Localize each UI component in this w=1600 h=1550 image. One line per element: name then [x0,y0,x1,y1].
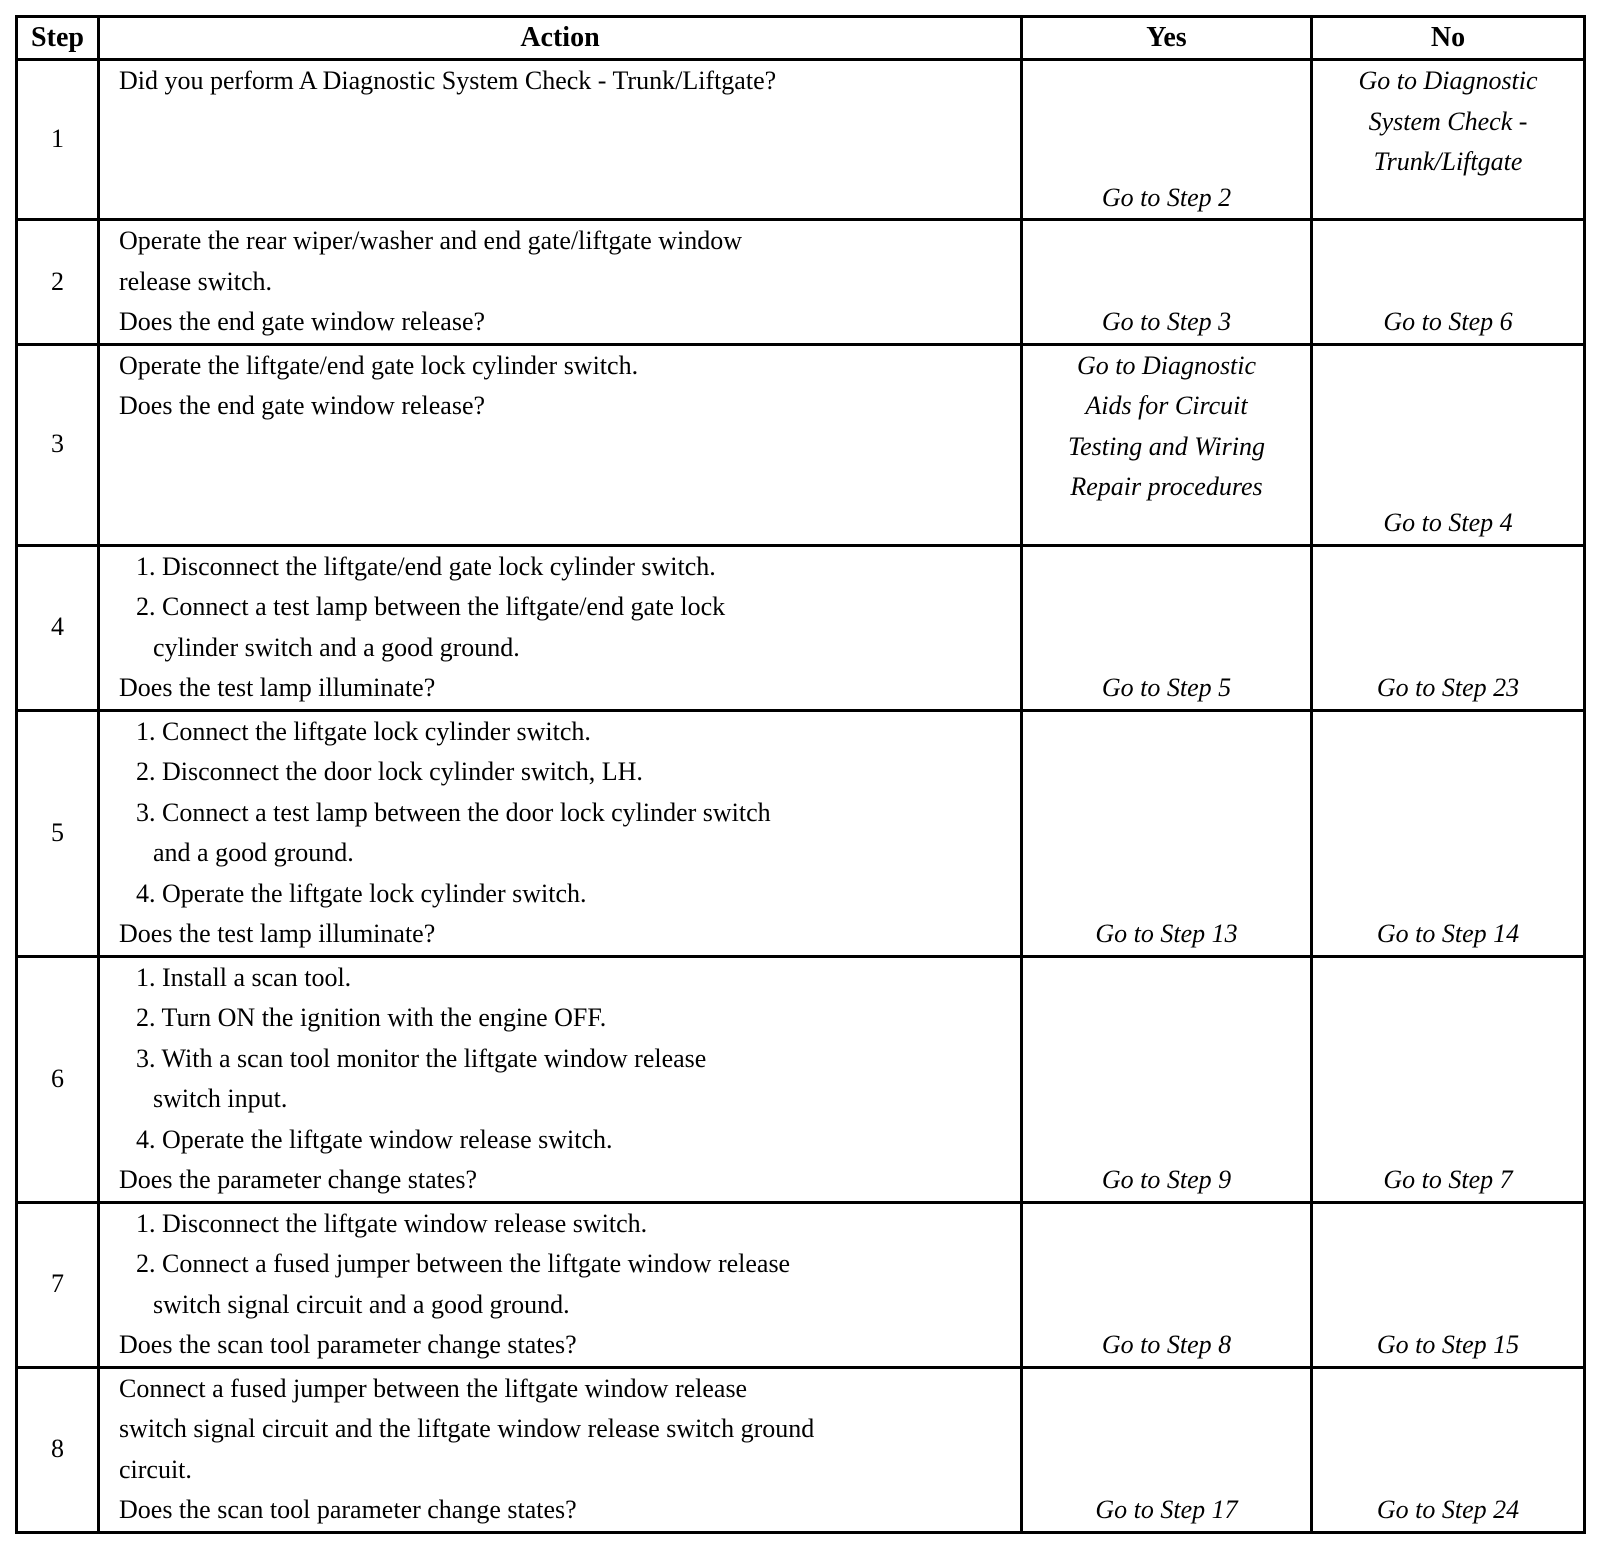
diagnostic-table [15,15,1586,1534]
yes-result-cell [1022,1202,1312,1367]
step-number: 5 [17,710,99,956]
table-header-row [17,17,1585,60]
no-result-text: Go to Diagnostic [1358,66,1538,95]
table-row [17,545,1585,710]
action-text-line: Does the parameter change states? [119,1165,478,1194]
action-list-item: 1. Connect the liftgate lock cylinder switch. [136,716,591,746]
yes-result-text: Repair procedures [1070,472,1263,501]
no-result-cell [1312,956,1585,1202]
yes-result-text: Go to Step 8 [1101,1330,1232,1359]
action-text-line: switch signal circuit and the liftgate window release switch ground [119,1414,815,1443]
yes-result-text: Go to Step 17 [1095,1495,1238,1524]
no-result-cell [1312,1367,1585,1532]
action-text-line: Operate the liftgate/end gate lock cylinder switch. [119,350,639,380]
no-result-cell [1312,220,1585,345]
step-number: 4 [17,545,99,710]
action-text-line: Connect a fused jumper between the liftgate window release [119,1373,748,1403]
yes-result-text: Go to Step 3 [1101,307,1232,336]
action-text-line: release switch. [119,266,273,296]
no-result-cell [1312,1202,1585,1367]
action-list-item: and a good ground. [153,838,354,867]
no-result-text: Go to Step 4 [1383,508,1513,537]
yes-result-text: Testing and Wiring [1068,431,1265,461]
action-text-line: Does the end gate window release? [119,391,486,420]
action-cell [99,956,1022,1202]
action-list-item: 2. Connect a fused jumper between the liftgate window release [136,1249,791,1278]
action-text-line: Does the end gate window release? [119,307,486,336]
header-action: Action [99,17,1022,60]
action-cell [99,545,1022,710]
action-list-item: switch input. [153,1084,288,1113]
no-result-cell [1312,545,1585,710]
step-number: 6 [17,956,99,1202]
action-cell [99,220,1022,345]
no-result-text: Go to Step 15 [1376,1330,1520,1359]
action-cell [99,710,1022,956]
yes-result-text: Go to Step 13 [1095,919,1238,948]
yes-result-text: Go to Step 2 [1101,182,1232,212]
table-row [17,710,1585,956]
header-yes: Yes [1022,17,1312,60]
action-list-item: 3. With a scan tool monitor the liftgate window release [136,1043,707,1073]
action-list-item: 4. Operate the liftgate lock cylinder switch. [136,878,587,908]
action-text-line: Did you perform A Diagnostic System Check - Trunk/Liftgate? [119,66,777,95]
step-number: 8 [17,1367,99,1532]
action-list-item: 2. Turn ON the ignition with the engine OFF. [136,1003,607,1032]
action-list-item: switch signal circuit and a good ground. [153,1289,570,1319]
yes-result-cell [1022,220,1312,345]
no-result-text: Go to Step 14 [1376,919,1520,948]
action-list-item: 3. Connect a test lamp between the door lock cylinder switch [136,797,771,827]
action-list-item: 1. Disconnect the liftgate/end gate lock cylinder switch. [136,551,716,581]
step-number: 1 [17,60,99,220]
step-number: 7 [17,1202,99,1367]
action-list-item: 1. Disconnect the liftgate window release switch. [136,1208,648,1238]
action-text-line: Operate the rear wiper/washer and end gate/liftgate window [119,226,743,255]
action-text-line: Does the test lamp illuminate? [119,919,436,948]
action-text-line: circuit. [119,1454,192,1484]
action-text-line: Does the scan tool parameter change states? [119,1495,577,1524]
no-result-text: System Check - [1368,106,1528,136]
yes-result-text: Aids for Circuit [1085,391,1248,420]
action-list-item: 2. Disconnect the door lock cylinder switch, LH. [136,757,643,786]
header-step: Step [17,17,99,60]
yes-result-text: Go to Step 9 [1101,1165,1232,1194]
no-result-text: Trunk/Liftgate [1373,147,1523,176]
action-cell [99,60,1022,220]
no-result-cell [1312,60,1585,220]
no-result-text: Go to Step 6 [1383,307,1513,336]
action-text-line: Does the scan tool parameter change states? [119,1330,577,1359]
step-number: 3 [17,344,99,545]
yes-result-cell [1022,545,1312,710]
action-cell [99,1202,1022,1367]
no-result-cell [1312,710,1585,956]
diagnostic-table-wrapper [15,15,1583,1534]
table-row [17,1202,1585,1367]
yes-result-cell [1022,956,1312,1202]
action-cell [99,1367,1022,1532]
table-body [17,60,1585,1533]
action-list-item: 4. Operate the liftgate window release switch. [136,1124,613,1154]
no-result-text: Go to Step 23 [1376,673,1520,702]
no-result-text: Go to Step 24 [1376,1495,1520,1524]
table-row [17,60,1585,220]
action-list-item: cylinder switch and a good ground. [153,632,520,662]
action-cell [99,344,1022,545]
table-row [17,344,1585,545]
no-result-text: Go to Step 7 [1383,1165,1513,1194]
table-row [17,956,1585,1202]
table-row [17,1367,1585,1532]
action-list-item: 1. Install a scan tool. [136,962,352,992]
yes-result-cell [1022,1367,1312,1532]
header-no: No [1312,17,1585,60]
action-text-line: Does the test lamp illuminate? [119,673,436,702]
table-row [17,220,1585,345]
action-list-item: 2. Connect a test lamp between the liftgate/end gate lock [136,592,726,621]
yes-result-text: Go to Diagnostic [1076,350,1257,380]
yes-result-cell [1022,710,1312,956]
yes-result-text: Go to Step 5 [1101,673,1232,702]
yes-result-cell [1022,344,1312,545]
no-result-cell [1312,344,1585,545]
step-number: 2 [17,220,99,345]
yes-result-cell [1022,60,1312,220]
